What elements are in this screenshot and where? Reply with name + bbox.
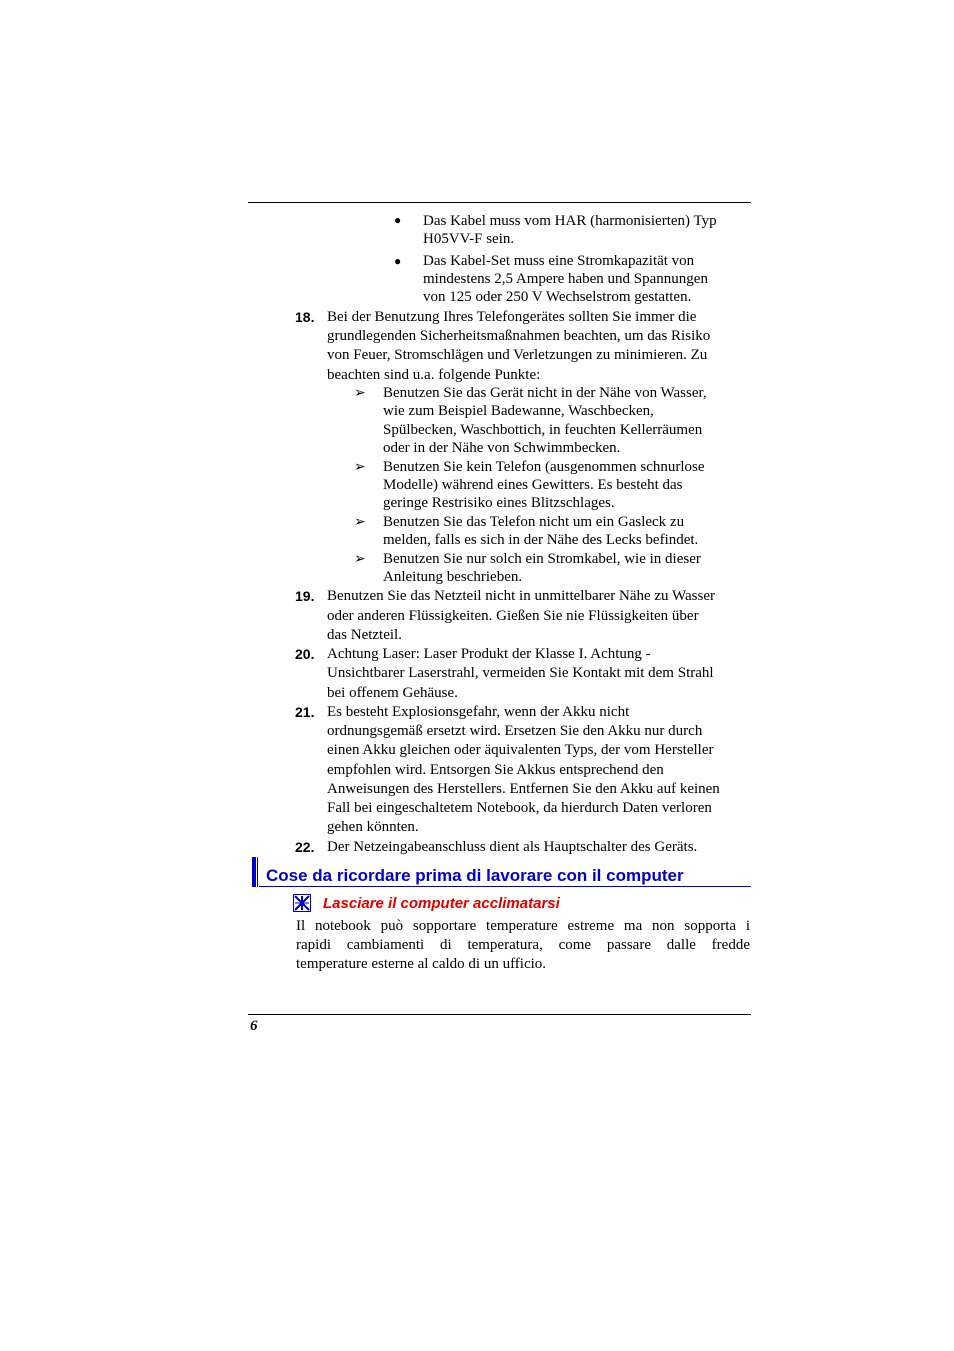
item-line: grundlegenden Sicherheitsmaßnahmen beachten, um das Risiko: [327, 328, 711, 344]
item-line: von Feuer, Stromschlägen und Verletzungen zu minimieren. Zu: [327, 347, 708, 363]
item-line: einen Akku gleichen oder äquivalenten Typs, der vom Hersteller: [327, 742, 714, 758]
item-line: ordnungsgemäß ersetzt wird. Ersetzen Sie den Akku nur durch: [327, 723, 703, 739]
item-line: Benutzen Sie das Netzteil nicht in unmittelbarer Nähe zu Wasser: [327, 588, 715, 604]
bullet-dot: ●: [394, 254, 402, 268]
bullet-line: Das Kabel-Set muss eine Stromkapazität von: [423, 253, 695, 269]
item-number: 21.: [295, 704, 315, 720]
item-number: 22.: [295, 839, 315, 855]
section-heading: Cose da ricordare prima di lavorare con il computer: [266, 866, 684, 885]
sub-line: Modelle) während eines Gewitters. Es besteht das: [383, 477, 683, 493]
sub-line: Benutzen Sie kein Telefon (ausgenommen schnurlose: [383, 459, 705, 475]
item-line: Achtung Laser: Laser Produkt der Klasse I. Achtung -: [327, 646, 651, 662]
paragraph-line: temperature esterne al caldo di un ufficio.: [296, 956, 547, 972]
arrow-bullet-icon: ➢: [354, 386, 366, 401]
item-line: oder anderen Flüssigkeiten. Gießen Sie nie Flüssigkeiten über: [327, 608, 699, 624]
arrow-bullet-icon: ➢: [354, 552, 366, 567]
bottom-rule: [248, 1014, 751, 1015]
bullet-dot: ●: [394, 213, 402, 227]
item-line: beachten sind u.a. folgende Punkte:: [327, 367, 541, 383]
item-line: gehen könnten.: [327, 819, 419, 835]
top-rule: [248, 202, 751, 203]
item-line: empfohlen wird. Entsorgen Sie Akkus entsprechend den: [327, 762, 664, 778]
item-line: Der Netzeingabeanschluss dient als Hauptschalter des Geräts.: [327, 839, 698, 855]
sub-line: melden, falls es sich in der Nähe des Lecks befindet.: [383, 532, 699, 548]
bullet-line: von 125 oder 250 V Wechselstrom gestatten.: [423, 289, 692, 305]
bullet-line: mindestens 2,5 Ampere haben und Spannungen: [423, 271, 708, 287]
item-line: das Netzteil.: [327, 627, 402, 643]
arrow-bullet-icon: ➢: [354, 460, 366, 475]
subheading: Lasciare il computer acclimatarsi: [323, 895, 560, 912]
sub-line: Benutzen Sie das Telefon nicht um ein Gasleck zu: [383, 514, 685, 530]
heading-accent-bar: [252, 857, 256, 887]
item-line: Unsichtbarer Laserstrahl, vermeiden Sie Kontakt mit dem Strahl: [327, 665, 714, 681]
item-line: Es besteht Explosionsgefahr, wenn der Akku nicht: [327, 704, 630, 720]
item-line: Fall bei eingeschaltetem Notebook, da hierdurch Daten verloren: [327, 800, 712, 816]
paragraph-line: rapidi cambiamenti di temperatura, come passare dalle fredde: [296, 937, 750, 953]
heading-underline: [259, 886, 751, 887]
item-number: 20.: [295, 646, 315, 662]
bullet-line: H05VV-F sein.: [423, 231, 515, 247]
sub-line: Spülbecken, Waschbottich, in feuchten Kellerräumen: [383, 422, 703, 438]
heading-accent-bar: [257, 857, 258, 887]
item-number: 19.: [295, 588, 315, 604]
sub-line: Anleitung beschrieben.: [383, 569, 523, 585]
sub-line: Benutzen Sie nur solch ein Stromkabel, wie in dieser: [383, 551, 701, 567]
paragraph-line: Il notebook può sopportare temperature estreme ma non sopporta i: [296, 918, 750, 934]
item-number: 18.: [295, 309, 315, 325]
sub-line: Benutzen Sie das Gerät nicht in der Nähe von Wasser,: [383, 385, 707, 401]
sub-line: geringe Restrisiko eines Blitzschlages.: [383, 495, 615, 511]
bullet-line: Das Kabel muss vom HAR (harmonisierten) Typ: [423, 213, 717, 229]
sub-line: wie zum Beispiel Badewanne, Waschbecken,: [383, 403, 654, 419]
arrow-bullet-icon: ➢: [354, 515, 366, 530]
page-number: 6: [250, 1018, 258, 1034]
item-line: bei offenem Gehäuse.: [327, 685, 458, 701]
star-box-icon: [293, 894, 311, 912]
item-line: Anweisungen des Herstellers. Entfernen Sie den Akku auf keinen: [327, 781, 720, 797]
item-line: Bei der Benutzung Ihres Telefongerätes sollten Sie immer die: [327, 309, 697, 325]
sub-line: oder in der Nähe von Schwimmbecken.: [383, 440, 621, 456]
